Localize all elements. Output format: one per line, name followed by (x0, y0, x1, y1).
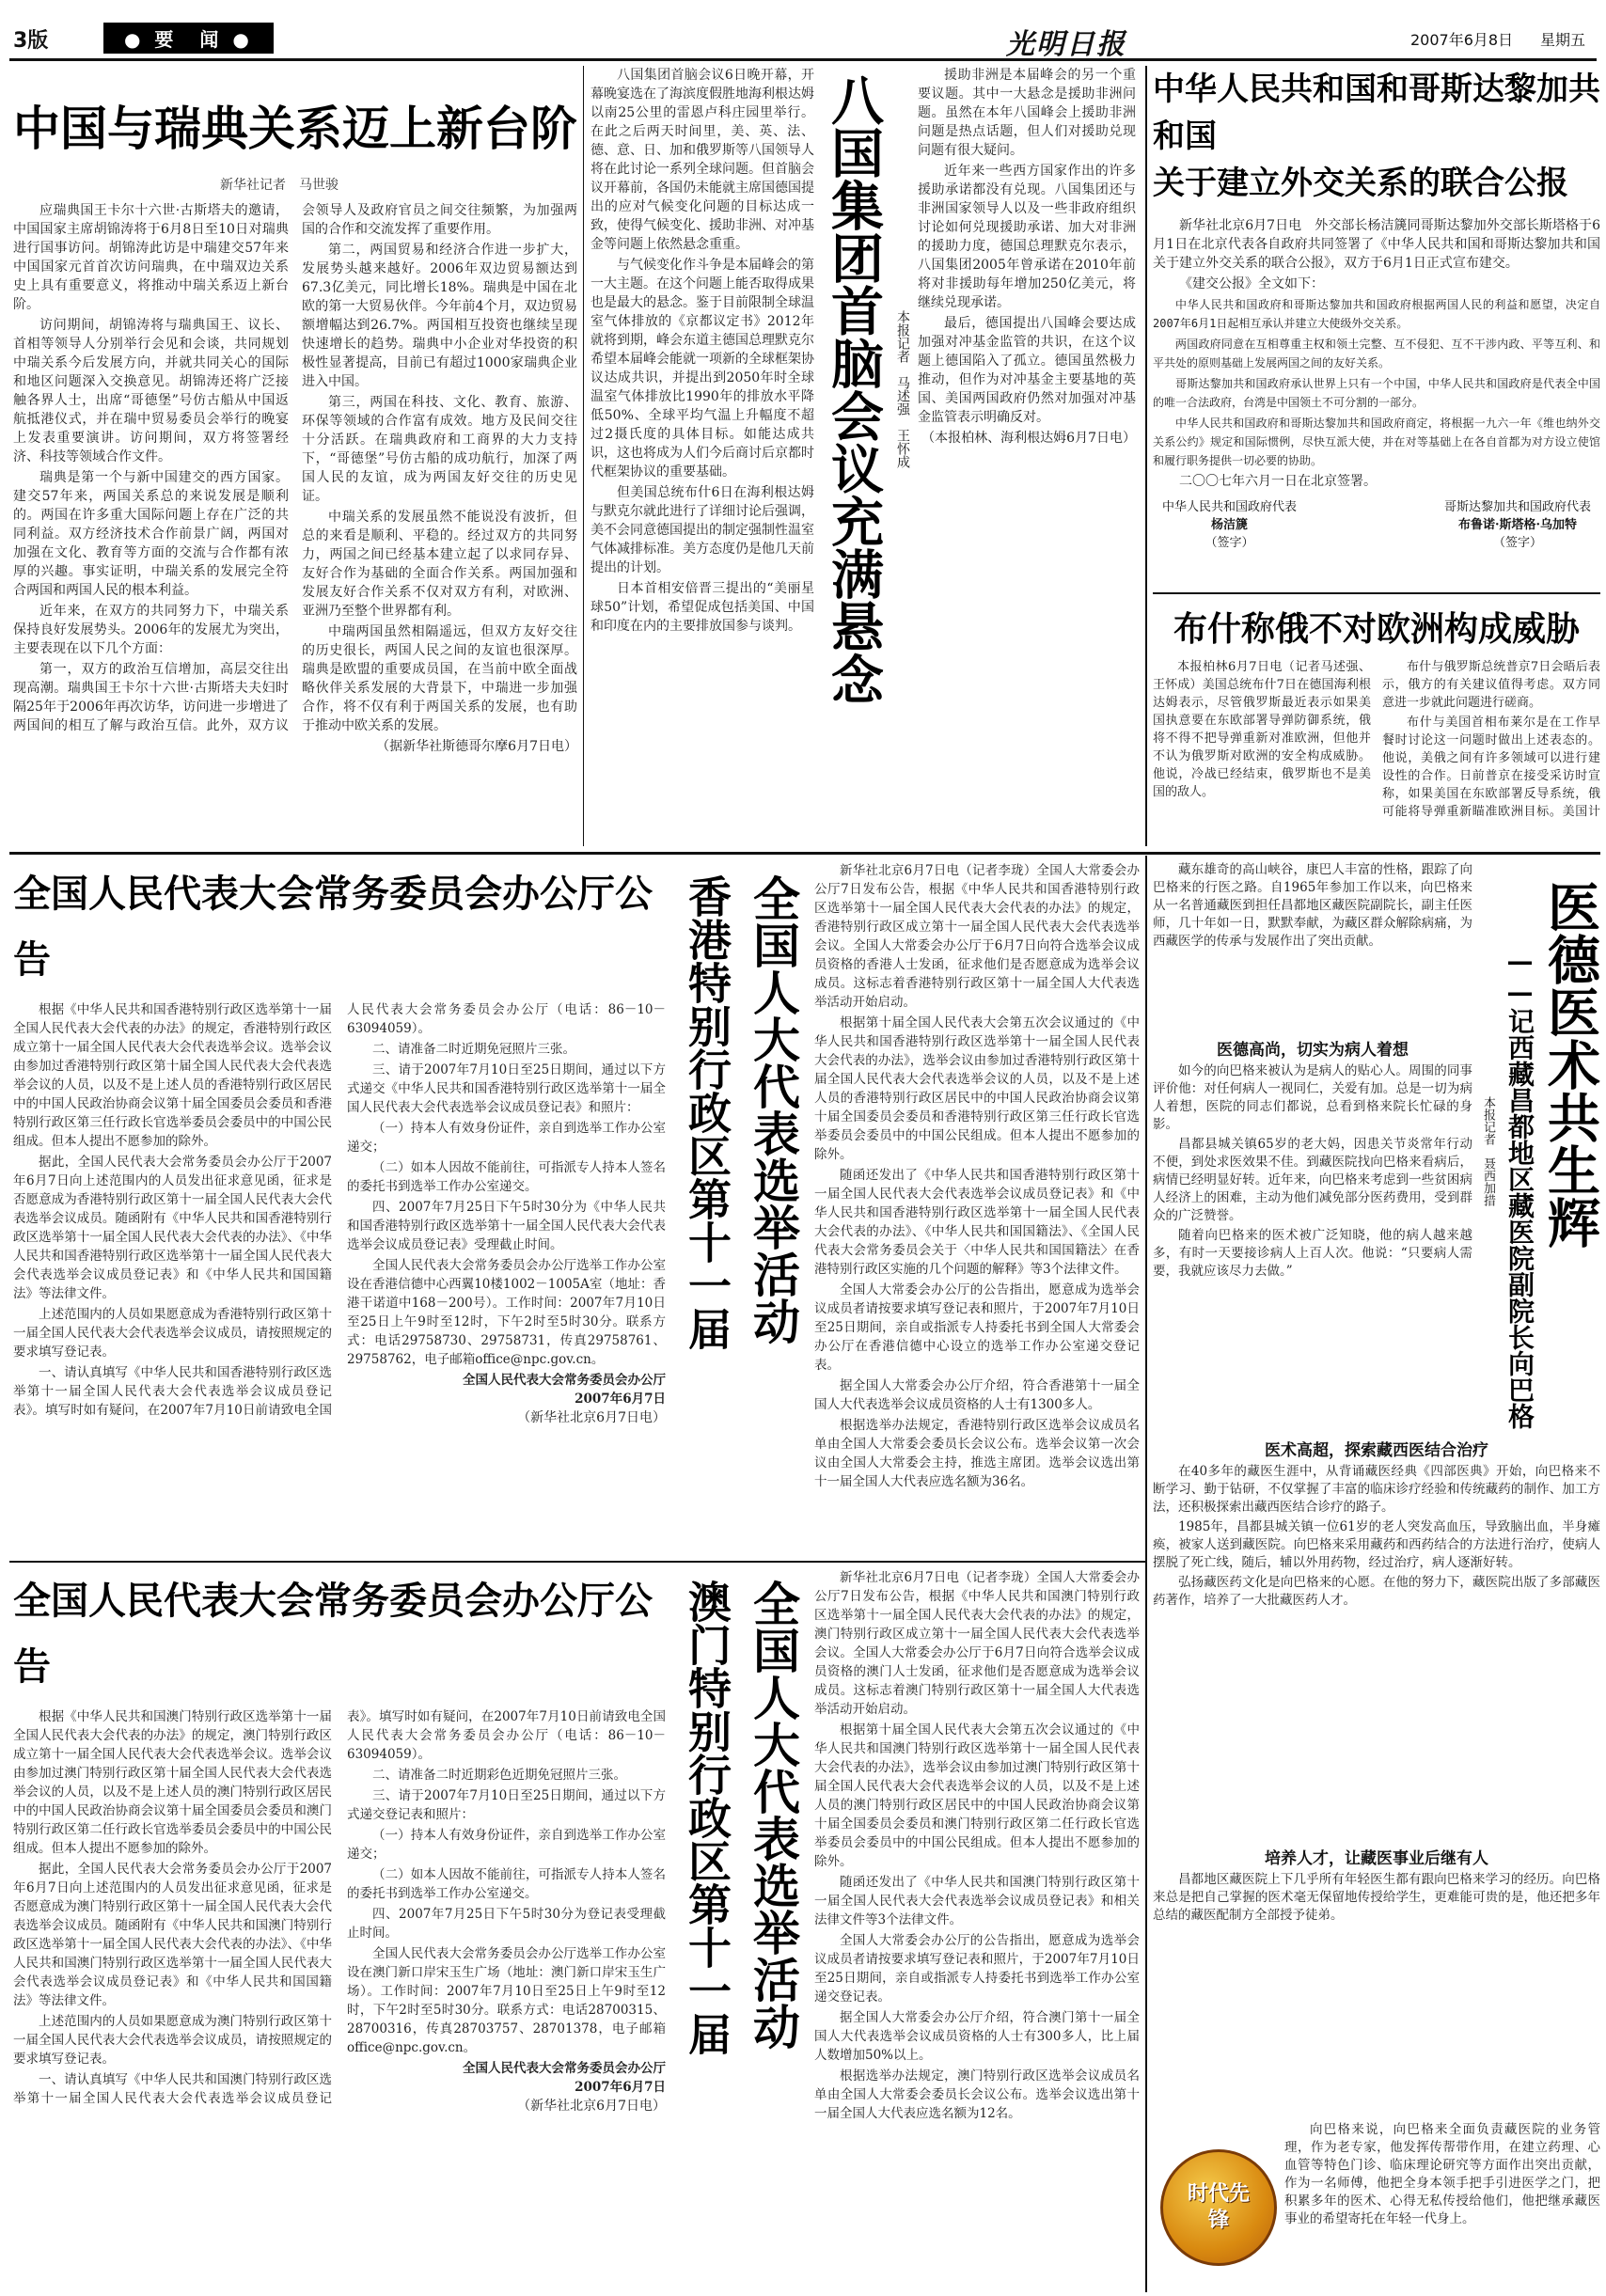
article-costa-rica (1153, 66, 1600, 592)
hk-news-headline: 全国人大代表选举活动 (746, 874, 800, 1345)
badge-label: 时代先锋 (1187, 2182, 1250, 2232)
paragraph: 八国集团首脑会议6日晚开幕，开幕晚宴选在了海滨度假胜地海利根达姆以南25公里的雷恩卢科庄园里举行。在此之后两天时间里，美、英、法、德、意、日、加和俄罗斯等八国领导人将在此讨论一系列全球问题。但首脑会议开幕前，各国仍未能就主席国德国提出的应对气候变化问题的目标达成一致，使得气候变化、援助非洲、对冲基金等问题上依然悬念重重。 (590, 68, 814, 252)
paragraph: 四、2007年7月25日下午5时30分为登记表受理截止时间。 (347, 1907, 666, 1941)
paragraph: 与气候变化作斗争是本届峰会的第一大主题。在这个问题上能否取得成果也是最大的悬念。鉴于目前限制全球温室气体排放的《京都议定书》2012年就将到期，峰会东道主德国总理默克尔希望本届峰会能就一项新的全球框架协议达成共识，并提出到2050年时全球温室气体排放比1990年的排放水平降低50%、全球平均气温上升幅度不超过2摄氏度的具体目标。如能达成共识，这也将成为人们今后商讨后京都时代框架协议的重要基础。 (590, 258, 814, 480)
column-rule (583, 66, 584, 846)
paragraph: 二〇〇七年六月一日在北京签署。 (1179, 474, 1377, 489)
paragraph: 两国政府同意在互相尊重主权和领土完整、互不侵犯、互不干涉内政、平等互利、和平共处的原则基础上发展两国之间的友好关系。 (1153, 338, 1600, 370)
issue-weekday: 星期五 (1540, 31, 1586, 49)
paragraph: 随函还发出了《中华人民共和国香港特别行政区第十一届全国人民代表大会代表选举会议成员登记表》和《中华人民共和国香港特别行政区选举第十一届全国人民代表大会代表的办法》、《中华人民共和国国籍法》、《全国人民代表大会常务委员会关于〈中华人民共和国国籍法〉在香港特别行政区实施的几个问题的解释》等3个法律文件。 (814, 1168, 1140, 1277)
section-heading: 培养人才，让藏医事业后继有人 (1265, 1849, 1488, 1868)
article-body (13, 201, 577, 803)
section-heading: 医德高尚，切实为病人着想 (1217, 1041, 1409, 1060)
paragraph: （二）如本人因故不能前往，可指派专人持本人签名的委托书到选举工作办公室递交。 (347, 1867, 666, 1901)
mo-news-body (814, 1568, 1140, 2290)
signature-right (1444, 496, 1591, 550)
notice-macau (13, 1568, 666, 2290)
paragraph: 一、请认真填写《中华人民共和国澳门特别行政区选举第十一届全国人民代表大会代表选举会议成员登记表》。填写时如有疑问，在2007年7月10日前请致电全国人民代表大会常务委员会办公厅（电话：86－10－63094059）。 (13, 1709, 666, 2106)
paragraph: 如今的向巴格来被认为是病人的贴心人。周围的同事评价他：对任何病人一视同仁，关爱有加。总是一切为病人着想，医院的同志们都说，总看到格来院长忙碌的身影。 (1153, 1063, 1472, 1132)
hk-news-subtitle: 香港特别行政区第十一届 (682, 874, 732, 1350)
section-rule (1153, 592, 1600, 594)
doctor-body-4 (1284, 2121, 1600, 2287)
masthead-rule (9, 58, 1597, 61)
paragraph: 布什与美国首相布莱尔是在工作早餐时讨论这一问题时做出上述表态的。他说，美俄之间有许多领域可以进行建设性的合作。日前普京在接受采访时宣称，如果美国在东欧部署反导系统，俄可能将导弹重新瞄准欧洲目标。美国计 (1382, 716, 1600, 819)
headline-line: 中华人民共和国和哥斯达黎加共和国 (1153, 71, 1600, 155)
paragraph: 新华社北京6月7日电（记者李珑）全国人大常委会办公厅7日发布公告，根据《中华人民共和国香港特别行政区选举第十一届全国人民代表大会代表的办法》的规定，香港特别行政区成立第十一届全国人民代表大会代表选举会议。全国人大常委会办公厅于6月7日向符合选举会议成员资格的香港人士发函，征求他们是否愿意成为选举会议成员。这标志着香港特别行政区第十一届全国人大代表选举活动开始启动。 (814, 863, 1140, 1010)
paragraph: 根据选举办法规定，澳门特别行政区选举会议成员名单由全国人大常委会委员长会议公布。选举会议选出第十一届全国人大代表应选名额为12名。 (814, 2068, 1140, 2121)
paragraph: 随函还发出了《中华人民共和国澳门特别行政区第十一届全国人民代表大会代表选举会议成员登记表》和相关法律文件等3个法律文件。 (814, 1875, 1140, 1927)
paragraph: 根据第十届全国人民代表大会第五次会议通过的《中华人民共和国香港特别行政区选举第十一届全国人民代表大会代表的办法》，选举会议由参加过香港特别行政区第十届全国人民代表大会代表选举会议的人员，以及不是上述人员的香港特别行政区居民中的中国人民政治协商会议第十届全国委员会委员和香港特别行政区第三任行政长官选举委员会委员中的中国公民组成。但本人提出不愿参加的除外。 (814, 1015, 1140, 1162)
article-bush (1153, 602, 1600, 848)
paragraph: 据此，全国人民代表大会常务委员会办公厅于2007年6月7日向上述范围内的人员发出征求意见函，征求是否愿意成为澳门特别行政区第十一届全国人民代表大会代表选举会议成员。随函附有《中华人民共和国澳门特别行政区选举第十一届全国人民代表大会代表的办法》、《中华人民共和国澳门特别行政区选举第十一届全国人民代表大会代表选举会议成员登记表》和《中华人民共和国国籍法》等法律文件。 (13, 1862, 332, 2008)
dateline: （据新华社斯德哥尔摩6月7日电） (376, 739, 577, 754)
paragraph: （一）持本人有效身份证件，亲自到选举工作办公室递交； (347, 1828, 666, 1862)
article-body (1153, 216, 1600, 491)
paragraph: 弘扬藏医药文化是向巴格来的心愿。在他的努力下，藏医院出版了多部藏医药著作，培养了一大批藏医药人才。 (1153, 1575, 1600, 1608)
paragraph: 哥斯达黎加共和国政府承认世界上只有一个中国，中华人民共和国政府是代表全中国的唯一合法政府，台湾是中国领土不可分割的一部分。 (1153, 377, 1600, 409)
section-rule (9, 1561, 1147, 1563)
paragraph: 最后，德国提出八国峰会要达成加强对冲基金监管的共识，在这个议题上德国陷入了孤立。德国虽然极力推动，但作为对冲基金主要基地的英国、美国两国政府仍然对加强对冲基金监管表示明确反对。 (918, 316, 1136, 425)
headline: 中国与瑞典关系迈上新台阶 (13, 102, 577, 156)
page-number: 3版 (13, 29, 49, 53)
doctor-intro (1153, 861, 1472, 1021)
paragraph: 上述范围内的人员如果愿意成为香港特别行政区第十一届全国人民代表大会代表选举会议成员，请按照规定的要求填写登记表。 (13, 1307, 332, 1360)
signoff-date: 2007年6月7日 (575, 1392, 666, 1407)
signoff-date: 2007年6月7日 (575, 2080, 666, 2095)
signature-note: （签字） (1204, 536, 1254, 550)
column-rule (1145, 856, 1147, 2292)
paragraph: 全国人大常委会办公厅的公告指出，愿意成为选举会议成员者请按要求填写登记表和照片，于2007年7月10日至25日期间，亲自或指派专人持委托书到选举工作办公室递交登记表。 (814, 1933, 1140, 2005)
paragraph: 根据《中华人民共和国澳门特别行政区选举第十一届全国人民代表大会代表的办法》的规定，澳门特别行政区成立第十一届全国人民代表大会代表选举会议。选举会议由参加过澳门特别行政区第十届全国人民代表大会代表选举会议的人员，以及不是上述人员的澳门特别行政区居民中的中国人民政治协商会议第十届全国委员会委员和澳门特别行政区第二任行政长官选举委员会委员中的中国公民组成。但本人提出不愿参加的除外。 (13, 1709, 332, 1856)
doctor-headline: 医德医术共生辉 (1539, 880, 1600, 1249)
paragraph: 全国人大常委会办公厅的公告指出，愿意成为选举会议成员者请按要求填写登记表和照片，于2007年7月10日至25日期间，亲自或指派专人持委托书到全国人大常委会办公厅在香港信德中心设立的选举工作办公室递交登记表。 (814, 1282, 1140, 1373)
paragraph: 第二，两国贸易和经济合作进一步扩大，发展势头越来越好。2006年双边贸易额达到67.3亿美元，同比增长18%。瑞典是中国在北欧的第一大贸易伙伴。今年前4个月，双边贸易额增幅达到26.7%。两国相互投资也继续呈现快速增长的趋势。瑞典中小企业对华投资的积极性显著提高，目前已有超过1000家瑞典企业进入中国。 (302, 243, 577, 389)
article-sweden (13, 66, 577, 856)
paragraph: 三、请于2007年7月10日至25日期间，通过以下方式递交《中华人民共和国香港特别行政区选举第十一届全国人民代表大会代表选举会议成员登记表》和照片： (347, 1062, 666, 1115)
paragraph: 二、请准备二时近期免冠照片三张。 (372, 1042, 575, 1057)
signature-left (1162, 496, 1297, 550)
dateline: （新华社北京6月7日电） (517, 1410, 666, 1425)
signatures (1153, 496, 1600, 550)
signature-org: 哥斯达黎加共和国政府代表 (1443, 500, 1591, 514)
paragraph: 全国人民代表大会常务委员会办公厅选举工作办公室设在澳门新口岸宋玉生广场（地址：澳门新口岸宋玉生广场）。工作时间：2007年7月10日至25日上午9时至12时，下午2时至5时30分。联系方式：电话28700315、28700316，传真28703757、28701378，电子邮箱office@npc.gov.cn。 (347, 1946, 666, 2055)
notice-hong-kong (13, 861, 666, 1557)
mo-news-headline: 全国人大代表选举活动 (746, 1580, 800, 2050)
paragraph: 据全国人大常委会办公厅介绍，符合澳门第十一届全国人大代表选举会议成员资格的人士有300多人，比上届人数增加50%以上。 (814, 2010, 1140, 2063)
byline: 新华社记者 马世骏 (220, 178, 339, 193)
paragraph: 三、请于2007年7月10日至25日期间，通过以下方式递交登记表和照片： (347, 1788, 666, 1822)
paragraph: 援助非洲是本届峰会的另一个重要议题。其中一大悬念是援助非洲问题。虽然在本年八国峰会上援助非洲问题是热点话题，但人们对援助兑现问题有很大疑问。 (918, 68, 1136, 158)
paragraph: 二、请准备二时近期彩色近期免冠照片三张。 (372, 1768, 626, 1783)
doctor-body-2 (1153, 1463, 1600, 1830)
paragraph: （二）如本人因故不能前往，可指派专人持本人签名的委托书到选举工作办公室递交。 (347, 1160, 666, 1194)
paragraph: 近年来一些西方国家作出的许多援助承诺都没有兑现。八国集团还与非洲国家领导人以及一些非政府组织讨论如何兑现援助承诺、加大对非洲的援助力度，德国总理默克尔表示，八国集团2005年曾承诺在2010年前将对非援助每年增加250亿美元，将继续兑现承诺。 (918, 164, 1136, 310)
article-body (1153, 658, 1600, 837)
era-pioneer-badge (1160, 2149, 1277, 2266)
paragraph: 一、请认真填写《中华人民共和国香港特别行政区选举第十一届全国人民代表大会代表选举会议成员登记表》。填写时如有疑问，在2007年7月10日前请致电全国人民代表大会常务委员会办公厅（电话：86－10－63094059）。 (13, 1002, 666, 1418)
paragraph: 根据选举办法规定，香港特别行政区选举会议成员名单由全国人大常委会委员长会议公布。选举会议第一次会议由全国人大常委会主持，推选主席团。选举会议选出第十一届全国人大代表应选名额为36名。 (814, 1418, 1140, 1489)
signoff: 全国人民代表大会常务委员会办公厅 (463, 1373, 666, 1388)
paragraph: 瑞典是第一个与新中国建交的西方国家。建交57年来，两国关系总的来说发展是顺利的。两国在许多重大国际问题上存在广泛的共同利益。双方经济技术合作前景广阔，两国对加强在文化、教育等方面的交流与合作都有浓厚的兴趣。事实证明，中瑞关系的发展完全符合两国和两国人民的根本利益。 (13, 470, 289, 598)
paragraph: 藏东雄奇的高山峡谷，康巴人丰富的性格，跟踪了向巴格来的行医之路。自1965年参加工作以来，向巴格来从一名普通藏医到担任昌都地区藏医院副院长，副主任医师，几十年如一日，默默奉献，为藏区群众解除病痛，为西藏医学的传承与发展作出了突出贡献。 (1153, 862, 1472, 949)
paragraph: 据全国人大常委会办公厅介绍，符合香港第十一届全国人大代表选举会议成员资格的人士有1300多人。 (814, 1378, 1140, 1412)
notice-body (13, 1707, 666, 2290)
paragraph: 根据第十届全国人民代表大会第五次会议通过的《中华人民共和国澳门特别行政区选举第十一届全国人民代表大会代表的办法》，选举会议由参加过澳门特别行政区第十届全国人民代表大会代表选举会议的人员，以及不是上述人员的澳门特别行政区居民中的中国人民政治协商会议第十届全国委员会委员和澳门特别行政区第二任行政长官选举委员会委员中的中国公民组成。但本人提出不愿参加的除外。 (814, 1722, 1140, 1869)
paragraph: 中瑞关系的发展虽然不能说没有波折，但总的来看是顺利、平稳的。经过双方的共同努力，两国之间已经基本建立起了以求同存异、友好合作为基础的全面合作关系。两国加强和发展友好合作关系不仅对双方有利，对欧洲、亚洲乃至整个世界都有利。 (302, 510, 577, 619)
masthead (9, 19, 1597, 56)
signature-name: 杨洁篪 (1211, 518, 1249, 532)
signoff: 全国人民代表大会常务委员会办公厅 (463, 2061, 666, 2076)
headline: 布什称俄不对欧洲构成威胁 (1173, 610, 1580, 649)
paragraph: （一）持本人有效身份证件，亲自到选举工作办公室递交； (347, 1121, 666, 1155)
paragraph: 访问期间，胡锦涛将与瑞典国王、议长、首相等领导人分别举行会见和会谈，共同规划中瑞关系今后发展方向，并就共同关心的国际和地区问题深入交换意见。胡锦涛还将广泛接触各界人士，出席“哥德堡”号仿古船从中国返航抵港仪式，并在瑞中贸易委员会举行的晚宴上发表重要演讲。访问期间，双方将签署经济、科技等领域合作文件。 (13, 318, 289, 464)
paragraph: 昌都地区藏医院上下几乎所有年轻医生都有跟向巴格来学习的经历。向巴格来总是把自己掌握的医术毫无保留地传授给学生，更难能可贵的是，他还把多年总结的藏医配制方全部授予徒弟。 (1153, 1872, 1600, 1923)
section-label: ● 要 闻 ● (103, 23, 274, 54)
g8-headline: 八国集团首脑会议充满悬念 (823, 73, 884, 705)
paragraph: 昌都县城关镇65岁的老大妈，因患关节炎常年行动不便，到处求医效果不佳。到藏医院找向巴格来看病后，病情已经明显好转。近年来，向巴格来考虑到一些贫困病人经济上的困难，主动为他们减免部分医药费用，受到群众的广泛赞誉。 (1153, 1137, 1472, 1223)
signature-org: 中华人民共和国政府代表 (1162, 500, 1298, 514)
article-doctor (1153, 861, 1600, 2290)
paragraph: 向巴格来说，向巴格来全面负责藏医院的业务管理，作为老专家，他发挥传帮带作用，在建立药理、心血管等特色门诊、临床理论研究等方面作出突出贡献，作为一名师傅，他把全身本领手把手引进医学之门，把积累多年的医术、心得无私传授给他们，他把继承藏医事业的希望寄托在年轻一代身上。 (1284, 2122, 1600, 2226)
fold-rule (9, 852, 1600, 855)
doctor-body-1 (1153, 1062, 1472, 1420)
paragraph: 第一，双方的政治互信增加，高层交往出现高潮。瑞典国王卡尔十六世·古斯塔夫夫妇时隔25年于2006年再次访华，访问进一步增进了两国间的相互了解与政治互信。此外，双方议会领导人及政府官员之间交往频繁，为加强两国的合作和交流发挥了重要作用。 (13, 203, 577, 733)
paragraph: 第三，两国在科技、文化、教育、旅游、环保等领域的合作富有成效。地方及民间交往十分活跃。在瑞典政府和工商界的大力支持下，“哥德堡”号仿古船的成功航行，加深了两国人民的友谊，成为两国友好交往的历史见证。 (302, 395, 577, 504)
paragraph: 四、2007年7月25日下午5时30分为《中华人民共和国香港特别行政区选举第十一届全国人民代表大会代表选举会议成员登记表》受理截止时间。 (347, 1200, 666, 1252)
g8-body-right (918, 66, 1136, 846)
paragraph: 日本首相安倍晋三提出的“美丽星球50”计划，希望促成包括美国、中国和印度在内的主要排放国参与谈判。 (590, 581, 814, 634)
hk-news-body (814, 861, 1140, 1557)
column-rule (1145, 66, 1147, 846)
paragraph: 《建交公报》全文如下： (1179, 276, 1324, 291)
signature-note: （签字） (1492, 536, 1542, 550)
paragraph: 布什与俄罗斯总统普京7日会晤后表示，俄方的有关建议值得考虑。双方同意进一步就此问题进行磋商。 (1382, 660, 1600, 710)
signature-name: 布鲁诺·斯塔格·乌加特 (1457, 518, 1578, 532)
paragraph: 本报柏林6月7日电（记者马述强、王怀成）美国总统布什7日在德国海利根达姆表示，尽管俄罗斯最近表示如果美国执意要在东欧部署导弹防御系统，俄将不得不把导弹重新对准欧洲，但他并不认为俄罗斯对欧洲的安全构成威胁。他说，冷战已经结束，俄罗斯也不是美国的敌人。 (1153, 660, 1371, 799)
paragraph: 近年来，在双方的共同努力下，中瑞关系保持良好发展势头。2006年的发展尤为突出，主要表现在以下几个方面： (13, 604, 289, 656)
headline: 全国人民代表大会常务委员会办公厅公告 (13, 873, 653, 982)
paragraph: 中华人民共和国政府和哥斯达黎加共和国政府商定，将根据一九六一年《维也纳外交关系公约》规定和国际惯例，尽快互派大使，并在对等基础上在各自首都为对方设立使馆和履行职务提供一切必要的协助。 (1153, 417, 1600, 467)
paragraph: 随着向巴格来的医术被广泛知晓，他的病人越来越多，有时一天要接诊病人上百人次。他说：“只要病人需要，我就应该尽力去做。” (1153, 1228, 1472, 1279)
paragraph: 应瑞典国王卡尔十六世·古斯塔夫的邀请，中国国家主席胡锦涛将于6月8日至10日对瑞典进行国事访问。胡锦涛此访是中瑞建交57年来中国国家元首首次访问瑞典，在中瑞双边关系史上具有重要意义，将推动中瑞关系迈上新台阶。 (13, 203, 289, 312)
paragraph: 根据《中华人民共和国香港特别行政区选举第十一届全国人民代表大会代表的办法》的规定，香港特别行政区成立第十一届全国人民代表大会代表选举会议。选举会议由参加过香港特别行政区第十届全国人民代表大会代表选举会议的人员，以及不是上述人员的香港特别行政区居民中的中国人民政治协商会议第十届全国委员会委员和香港特别行政区第三任行政长官选举委员会委员中的中国公民组成。但本人提出不愿参加的除外。 (13, 1002, 332, 1149)
dateline: （本报柏林、海利根达姆6月7日电） (921, 431, 1136, 446)
doctor-subtitle: ——记西藏昌都地区藏医院副院长向巴格 (1504, 946, 1535, 1429)
headline (1153, 66, 1600, 207)
paragraph: 中瑞两国虽然相隔遥远，但双方友好交往的历史很长，两国人民之间的友谊也很深厚。瑞典是欧盟的重要成员国，在当前中欧全面战略伙伴关系发展的大背景下，中瑞进一步加强合作，将不仅有利于两国关系的发展，也有助于推动中欧关系的发展。 (302, 624, 577, 733)
headline-line: 关于建立外交关系的联合公报 (1153, 165, 1568, 202)
issue-date: 2007年6月8日 (1410, 31, 1514, 49)
paragraph: 新华社北京6月7日电 外交部长杨洁篪同哥斯达黎加外交部长斯塔格于6月1日在北京代表各自政府共同签署了《中华人民共和国和哥斯达黎加共和国关于建立外交关系的联合公报》，双方于6月1日正式宣布建交。 (1153, 218, 1600, 271)
paragraph: 据此，全国人民代表大会常务委员会办公厅于2007年6月7日向上述范围内的人员发出征求意见函，征求是否愿意成为香港特别行政区第十一届全国人民代表大会代表选举会议成员。随函附有《中华人民共和国香港特别行政区选举第十一届全国人民代表大会代表的办法》、《中华人民共和国香港特别行政区选举第十一届全国人民代表大会代表选举会议成员登记表》和《中华人民共和国国籍法》等法律文件。 (13, 1155, 332, 1301)
headline: 全国人民代表大会常务委员会办公厅公告 (13, 1580, 653, 1689)
section-heading: 医术高超，探索藏西医结合治疗 (1265, 1441, 1488, 1460)
g8-byline: 本报记者 马述强 王怀成 (895, 310, 910, 468)
mo-news-subtitle: 澳门特别行政区第十一届 (682, 1580, 732, 2055)
paragraph: 全国人民代表大会常务委员会办公厅选举工作办公室设在香港信德中心西翼10楼1002－1005A室（地址：香港干诺道中168－200号）。工作时间：2007年7月10日至25日上午9时至12时，下午2时至5时30分。联系方式：电话29758730、29758731，传真29758761、29758762，电子邮箱office@npc.gov.cn。 (347, 1258, 666, 1367)
paragraph: 新华社北京6月7日电（记者李珑）全国人大常委会办公厅7日发布公告，根据《中华人民共和国澳门特别行政区选举第十一届全国人民代表大会代表的办法》的规定，澳门特别行政区成立第十一届全国人民代表大会代表选举会议。全国人大常委会办公厅于6月7日向符合选举会议成员资格的澳门人士发函，征求他们是否愿意成为选举会议成员。这标志着澳门特别行政区第十一届全国人大代表选举活动开始启动。 (814, 1570, 1140, 1717)
notice-body (13, 1000, 666, 1557)
paragraph: 上述范围内的人员如果愿意成为澳门特别行政区第十一届全国人民代表大会代表选举会议成员，请按照规定的要求填写登记表。 (13, 2014, 332, 2067)
newspaper-logo: 光明日报 (1006, 28, 1126, 56)
paragraph: 在40多年的藏医生涯中，从背诵藏医经典《四部医典》开始，向巴格来不断学习、勤于钻研，不仅掌握了丰富的临床诊疗经验和传统藏药的制作、加工方法，还积极探索出藏西医结合诊疗的路子。 (1153, 1464, 1600, 1515)
doctor-body-3 (1153, 1871, 1600, 2115)
paragraph: 但美国总统布什6日在海利根达姆与默克尔就此进行了详细讨论后强调，美不会同意德国提出的制定强制性温室气体减排标准。美方态度仍是他几天前提出的计划。 (590, 485, 814, 575)
paragraph: 1985年，昌都县城关镇一位61岁的老人突发高血压，导致脑出血，半身瘫痪，被家人送到藏医院。向巴格来采用藏药和西药结合的方法进行治疗，使病人摆脱了死亡线，随后，辅以外用药物，经过治疗，病人逐渐好转。 (1153, 1519, 1600, 1570)
paragraph: 中华人民共和国政府和哥斯达黎加共和国政府根据两国人民的利益和愿望，决定自2007年6月1日起相互承认并建立大使级外交关系。 (1153, 298, 1600, 330)
g8-body-left (590, 66, 814, 846)
dateline: （新华社北京6月7日电） (517, 2099, 666, 2114)
doctor-byline: 本报记者 聂西加措 (1481, 1096, 1495, 1206)
